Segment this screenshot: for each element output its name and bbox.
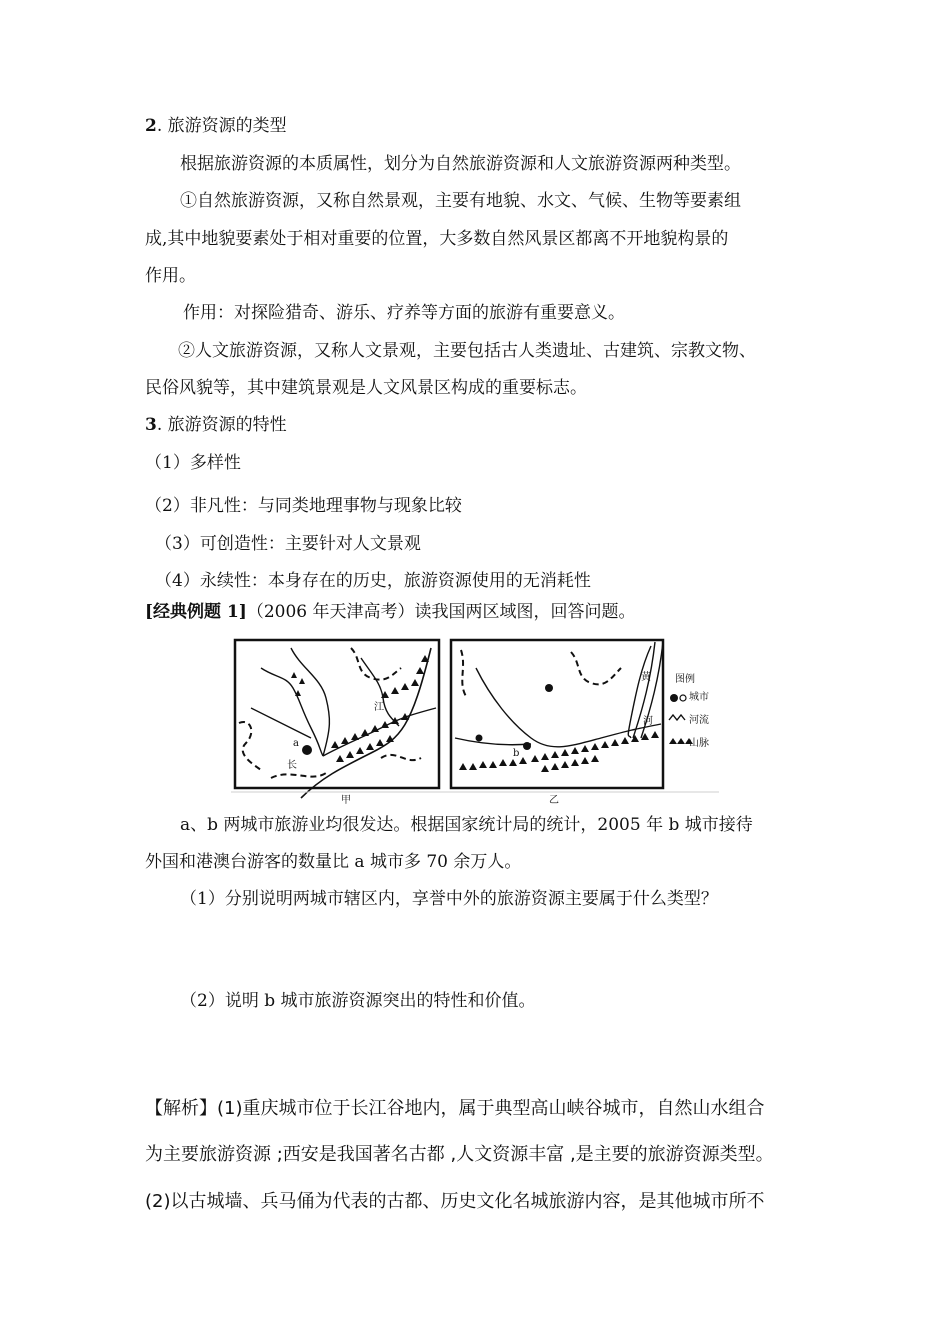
- example-text: （2006 年天津高考）读我国两区域图，回答问题。: [246, 602, 636, 622]
- analysis-line3: (2)以古城墙、兵马俑为代表的古都、历史文化名城旅游内容，是其他城市所不: [145, 1191, 765, 1212]
- legend-title: 图例: [675, 674, 695, 685]
- human-resource-line2: 民俗风貌等，其中建筑景观是人文风景区构成的重要标志。: [145, 378, 587, 398]
- section-2-para1: 根据旅游资源的本质属性，划分为自然旅游资源和人文旅游资源两种类型。: [180, 154, 741, 174]
- example-heading: [145, 601, 636, 623]
- trait-item: （3）可创造性：主要针对人文景观: [155, 534, 421, 554]
- right-boundaries: [461, 650, 621, 698]
- legend-item-mountain: 山脉: [689, 738, 709, 749]
- map-left-frame: [235, 640, 439, 788]
- analysis-line1: 【解析】(1)重庆城市位于长江谷地内，属于典型高山峡谷城市，自然山水组合: [145, 1098, 765, 1119]
- region-maps-figure: [231, 638, 719, 808]
- city-a-marker: [302, 745, 312, 755]
- legend-city-icon: [670, 694, 678, 702]
- left-boundaries: [239, 648, 421, 778]
- trait-item: （1）多样性: [145, 453, 241, 473]
- human-resource-line1: ②人文旅游资源，又称人文景观，主要包括古人类遗址、古建筑、宗教文物、: [178, 341, 756, 361]
- label-huang: 黄: [641, 672, 651, 683]
- caption-jia: 甲: [341, 795, 351, 806]
- right-rivers: [455, 646, 661, 747]
- left-mountains: [291, 655, 429, 762]
- city-b-marker: [523, 742, 531, 750]
- example-tag: [经典例题 1]: [145, 602, 247, 622]
- caption-yi: 乙: [549, 795, 559, 806]
- natural-resource-line3: 作用。: [145, 266, 196, 286]
- trait-item: （2）非凡性：与同类地理事物与现象比较: [145, 496, 462, 516]
- section-2-heading: [145, 115, 287, 137]
- city-marker-right-west: [476, 735, 483, 742]
- question-intro-line2: 外国和港澳台游客的数量比 a 城市多 70 余万人。: [145, 852, 522, 872]
- section-3-title: . 旅游资源的特性: [156, 415, 287, 435]
- question-2: （2）说明 b 城市旅游资源突出的特性和价值。: [180, 991, 536, 1011]
- section-2-title: . 旅游资源的类型: [156, 116, 287, 136]
- right-mountains: [459, 731, 659, 772]
- legend-item-city: 城市: [689, 692, 709, 703]
- legend-item-river: 河流: [689, 715, 709, 726]
- label-chang: 长: [287, 760, 297, 771]
- section-3-heading: [145, 414, 287, 436]
- trait-item: （4）永续性：本身存在的历史，旅游资源使用的无消耗性: [155, 571, 591, 591]
- label-city-b: b: [513, 748, 520, 759]
- question-intro-line1: a、b 两城市旅游业均很发达。根据国家统计局的统计，2005 年 b 城市接待: [180, 815, 753, 835]
- question-1: （1）分别说明两城市辖区内，享誉中外的旅游资源主要属于什么类型？: [180, 889, 718, 909]
- city-marker-right: [545, 684, 553, 692]
- legend-river-icon: [669, 715, 685, 720]
- natural-resource-line1: ①自然旅游资源，又称自然景观，主要有地貌、水文、气候、生物等要素组: [180, 191, 741, 211]
- analysis-line2: 为主要旅游资源 ;西安是我国著名古都 ,人文资源丰富 ,是主要的旅游资源类型。: [145, 1144, 774, 1165]
- natural-resource-role: 作用：对探险猎奇、游乐、疗养等方面的旅游有重要意义。: [183, 303, 625, 323]
- natural-resource-line2: 成,其中地貌要素处于相对重要的位置，大多数自然风景区都离不开地貌构景的: [145, 229, 729, 249]
- section-2-number: 2: [145, 116, 157, 136]
- section-3-number: 3: [145, 415, 157, 435]
- label-he: 河: [643, 716, 653, 727]
- label-city-a: a: [293, 738, 299, 749]
- label-jiang: 江: [374, 702, 384, 713]
